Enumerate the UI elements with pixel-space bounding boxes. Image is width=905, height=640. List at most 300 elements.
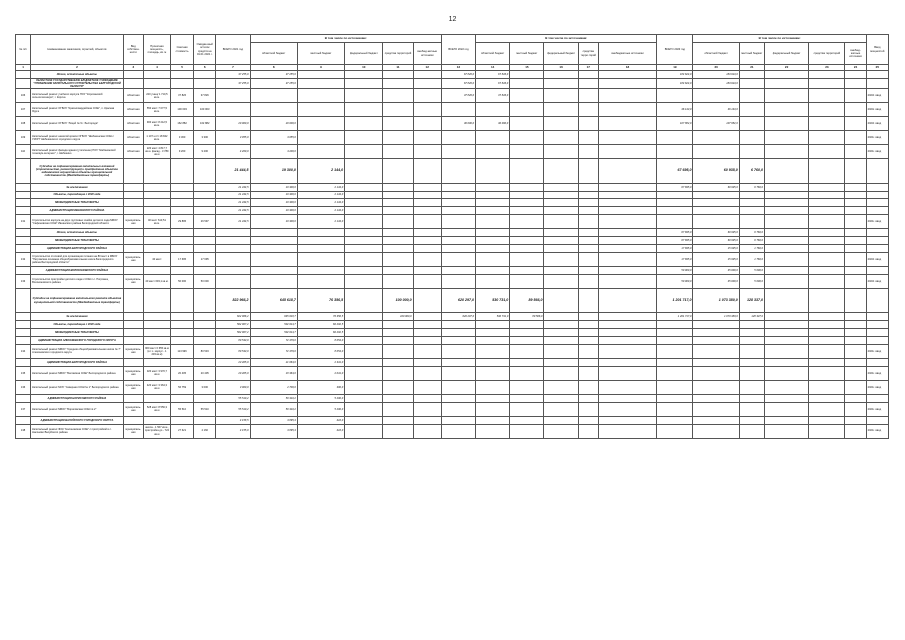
value-cell (764, 321, 808, 329)
value-cell (845, 336, 866, 344)
value-cell (845, 78, 866, 88)
value-cell: 6 760,0 (739, 237, 764, 245)
value-cell (809, 313, 845, 321)
value-cell (578, 329, 598, 337)
value-cell: муниципаль-ная (123, 274, 143, 288)
value-cell (809, 321, 845, 329)
value-cell (578, 394, 598, 402)
value-cell (297, 229, 344, 237)
value-cell (250, 89, 297, 103)
value-cell (598, 366, 656, 380)
value-cell (194, 329, 216, 337)
value-cell: 18 364,0 (250, 366, 297, 380)
value-cell: 67 826,0 (441, 71, 475, 79)
value-cell: 46 143,0 (657, 103, 693, 117)
value-cell: 113 996 (171, 344, 194, 358)
value-cell (413, 394, 441, 402)
value-cell: муниципаль-ная (123, 380, 143, 394)
value-cell (510, 199, 544, 207)
header-name: Наименование заказчиков, отраслей, объектов (31, 35, 124, 65)
value-cell (693, 89, 739, 103)
value-cell (809, 237, 845, 245)
input-year-cell: 2021г. ввод (866, 424, 888, 438)
value-cell: 2 700,0 (250, 380, 297, 394)
value-cell (764, 191, 808, 199)
value-cell (413, 416, 441, 424)
value-cell: 37 255,0 (216, 71, 250, 79)
value-cell (544, 266, 578, 274)
value-cell (809, 145, 845, 159)
value-cell: 72 479,0 (250, 336, 297, 344)
table-row (16, 252, 889, 266)
value-cell (297, 266, 344, 274)
value-cell: 107 882,0 (693, 117, 739, 131)
value-cell (143, 266, 170, 274)
value-cell (123, 394, 143, 402)
value-cell (476, 103, 510, 117)
value-cell (216, 245, 250, 253)
value-cell (441, 215, 475, 229)
input-year-cell (866, 416, 888, 424)
object-name-cell: АДМИНИСТРАЦИЯ АЛЕКСЕЕВСКОГО ГОРОДСКОГО ОКРУГА (31, 336, 124, 344)
row-number-cell: 106 (16, 89, 31, 103)
value-cell (171, 394, 194, 402)
section-row (16, 358, 889, 366)
value-cell (123, 199, 143, 207)
column-number-cell: 19 (657, 65, 693, 71)
value-cell: 67 695,0 (657, 237, 693, 245)
value-cell (441, 191, 475, 199)
value-cell (250, 229, 297, 237)
value-cell (194, 358, 216, 366)
value-cell (809, 207, 845, 215)
value-cell (383, 394, 413, 402)
value-cell (693, 336, 739, 344)
value-cell: 960 мест 6 655 кв.м (в т.ч. корпус - 1 203 кв.м) (143, 344, 170, 358)
value-cell (510, 117, 544, 131)
value-cell: 550 мест 7 077,5 кв.м. (143, 103, 170, 117)
value-cell: 50 000,0 (657, 266, 693, 274)
value-cell: 45 000,0 (693, 274, 739, 288)
value-cell: 20 405 (171, 366, 194, 380)
value-cell (845, 416, 866, 424)
column-number-cell: 7 (216, 65, 250, 71)
value-cell (383, 207, 413, 215)
value-cell (123, 237, 143, 245)
value-cell (578, 402, 598, 416)
value-cell (345, 183, 383, 191)
value-cell (345, 321, 383, 329)
value-cell (809, 416, 845, 424)
row-number-cell (16, 321, 31, 329)
value-cell (345, 313, 383, 321)
value-cell: 67 695,0 (657, 229, 693, 237)
value-cell (413, 402, 441, 416)
value-cell (383, 424, 413, 438)
value-cell (598, 103, 656, 117)
value-cell (578, 358, 598, 366)
header-nonbudget: внебюджетные источники (598, 43, 656, 65)
header-local: местный бюджет (297, 43, 344, 65)
value-cell: 45 000,0 (693, 266, 739, 274)
value-cell (544, 288, 578, 313)
value-cell: областная (123, 145, 143, 159)
value-cell (510, 207, 544, 215)
value-cell: 3 895,4 (250, 424, 297, 438)
value-cell (739, 380, 764, 394)
value-cell (809, 199, 845, 207)
value-cell (476, 215, 510, 229)
value-cell: 8 054,0 (297, 336, 344, 344)
value-cell (764, 266, 808, 274)
value-cell: 21 444,5 (216, 207, 250, 215)
input-year-cell: 2021г. ввод (866, 380, 888, 394)
header-row-no: № п/п (16, 35, 31, 65)
input-year-cell: 2023г. ввод (866, 117, 888, 131)
budget-table (15, 34, 889, 439)
row-number-cell: 110 (16, 145, 31, 159)
value-cell (143, 416, 170, 424)
value-cell (194, 245, 216, 253)
value-cell: 76 356,5 (297, 288, 344, 313)
value-cell (739, 358, 764, 366)
row-number-cell (16, 416, 31, 424)
value-cell (764, 336, 808, 344)
table-body (16, 71, 889, 439)
value-cell (598, 89, 656, 103)
value-cell (143, 71, 170, 79)
value-cell (845, 183, 866, 191)
value-cell (441, 245, 475, 253)
value-cell (194, 237, 216, 245)
value-cell: 23 405,0 (216, 358, 250, 366)
value-cell: областная (123, 103, 143, 117)
value-cell (297, 237, 344, 245)
value-cell (598, 274, 656, 288)
value-cell (657, 416, 693, 424)
value-cell (216, 103, 250, 117)
value-cell (510, 191, 544, 199)
value-cell (739, 344, 764, 358)
value-cell (809, 229, 845, 237)
value-cell: областная (123, 89, 143, 103)
value-cell (578, 380, 598, 394)
value-cell (578, 131, 598, 145)
object-name-cell: Объекты, переходящие с 2020 года (31, 321, 124, 329)
object-name-cell: Строительство столовой для организации питания на 80 мест в МБОУ "Петровская основная общеобразовательная школа Белгородского района Белгородской области" (31, 252, 124, 266)
section-row (16, 394, 889, 402)
value-cell (194, 78, 216, 88)
value-cell (216, 252, 250, 266)
header-nonbudget: внебюд-жетные источники (413, 43, 441, 65)
value-cell: муниципаль-ная (123, 215, 143, 229)
value-cell (441, 103, 475, 117)
table-row (16, 366, 889, 380)
value-cell (250, 245, 297, 253)
value-cell: 46 143,0 (693, 103, 739, 117)
value-cell: 162 882 (194, 117, 216, 131)
value-cell (216, 229, 250, 237)
value-cell (383, 103, 413, 117)
input-year-cell: 2023г. ввод (866, 252, 888, 266)
object-name-cell: Итого, остаточные объекты (31, 229, 124, 237)
object-name-cell: Капитальный ремонт МБОУ "Средняя общеобразовательная школа № 7" Алексеевского городского округа (31, 344, 124, 358)
value-cell (544, 237, 578, 245)
value-cell (383, 274, 413, 288)
value-cell: 37 255,0 (250, 78, 297, 88)
value-cell: 3 895,4 (250, 416, 297, 424)
section-row (16, 329, 889, 337)
value-cell: 3 055,0 (216, 131, 250, 145)
value-cell (413, 215, 441, 229)
input-year-cell (866, 313, 888, 321)
table-row (16, 274, 889, 288)
value-cell (297, 89, 344, 103)
value-cell (171, 229, 194, 237)
input-year-cell (866, 321, 888, 329)
value-cell: 6 760,0 (739, 183, 764, 191)
value-cell (413, 329, 441, 337)
value-cell (578, 313, 598, 321)
value-cell (250, 274, 297, 288)
value-cell (544, 336, 578, 344)
value-cell (845, 380, 866, 394)
value-cell (383, 145, 413, 159)
value-cell (764, 229, 808, 237)
value-cell (123, 416, 143, 424)
value-cell (809, 288, 845, 313)
value-cell (809, 103, 845, 117)
value-cell (657, 394, 693, 402)
row-number-cell (16, 336, 31, 344)
value-cell (345, 78, 383, 88)
value-cell (693, 131, 739, 145)
value-cell (845, 344, 866, 358)
value-cell (578, 159, 598, 184)
value-cell: 4 155,0 (216, 424, 250, 438)
column-number-cell: 8 (250, 65, 297, 71)
value-cell: 37 826,0 (441, 89, 475, 103)
value-cell (510, 402, 544, 416)
value-cell (657, 89, 693, 103)
value-cell (510, 344, 544, 358)
value-cell (250, 266, 297, 274)
value-cell (441, 358, 475, 366)
row-number-cell: 136 (16, 380, 31, 394)
value-cell (383, 329, 413, 337)
value-cell (413, 344, 441, 358)
value-cell (809, 366, 845, 380)
value-cell (657, 131, 693, 145)
value-cell (598, 288, 656, 313)
value-cell (764, 358, 808, 366)
value-cell (657, 191, 693, 199)
value-cell: 5 200,0 (297, 402, 344, 416)
value-cell (809, 252, 845, 266)
table-row (16, 117, 889, 131)
object-name-cell: МЕЖБЮДЖЕТНЫЕ ТРАНСФЕРТЫ (31, 237, 124, 245)
value-cell (739, 321, 764, 329)
value-cell (413, 252, 441, 266)
value-cell: 67 695,0 (657, 183, 693, 191)
value-cell: 17 695,0 (657, 245, 693, 253)
value-cell (383, 78, 413, 88)
value-cell (441, 424, 475, 438)
section-row (16, 191, 889, 199)
value-cell (544, 215, 578, 229)
value-cell (297, 252, 344, 266)
value-cell: 645 618,7 (250, 288, 297, 313)
value-cell (693, 366, 739, 380)
value-cell (171, 199, 194, 207)
value-cell (809, 394, 845, 402)
value-cell (598, 266, 656, 274)
value-cell (123, 207, 143, 215)
section-row (16, 321, 889, 329)
header-sources-2023: В том числе по источникам: (693, 35, 866, 43)
value-cell (510, 89, 544, 103)
column-number-cell: 17 (578, 65, 598, 71)
value-cell (413, 183, 441, 191)
value-cell (578, 237, 598, 245)
section-row (16, 313, 889, 321)
value-cell (845, 358, 866, 366)
value-cell (171, 416, 194, 424)
value-cell (578, 229, 598, 237)
value-cell: 1 201 717,0 (657, 288, 693, 313)
input-year-cell (866, 288, 888, 313)
value-cell (171, 71, 194, 79)
header-expected-balance: Ожидае-мый остаток средств на 01.01 2021 г. (194, 35, 216, 65)
value-cell: 56 759 (171, 380, 194, 394)
value-cell: 17 695,0 (657, 252, 693, 266)
value-cell: 55 510 (194, 402, 216, 416)
value-cell (544, 71, 578, 79)
object-name-cell: Капитальный ремонт учебного корпуса ПОУ "Корочанский сельхозтехникум", г. Короча (31, 89, 124, 103)
value-cell (598, 380, 656, 394)
value-cell (510, 183, 544, 191)
value-cell: 50 000 (171, 274, 194, 288)
value-cell (657, 145, 693, 159)
value-cell (123, 159, 143, 184)
value-cell (123, 191, 143, 199)
value-cell (845, 159, 866, 184)
value-cell (809, 380, 845, 394)
value-cell (476, 402, 510, 416)
value-cell: 620 297,0 (441, 288, 475, 313)
section-row (16, 288, 889, 313)
section-row (16, 199, 889, 207)
value-cell: 30 000,0 (441, 117, 475, 131)
value-cell (578, 71, 598, 79)
value-cell: 822 966,2 (216, 313, 250, 321)
value-cell (345, 424, 383, 438)
value-cell (578, 207, 598, 215)
value-cell (250, 103, 297, 117)
object-name-cell: МЕЖБЮДЖЕТНЫЕ ТРАНСФЕРТЫ (31, 199, 124, 207)
value-cell (345, 344, 383, 358)
value-cell (383, 266, 413, 274)
value-cell (809, 266, 845, 274)
value-cell (845, 199, 866, 207)
value-cell: 128 337,0 (739, 288, 764, 313)
value-cell: 89 566,0 (510, 288, 544, 313)
value-cell: 19 300,0 (250, 159, 297, 184)
value-cell (171, 78, 194, 88)
value-cell (544, 117, 578, 131)
object-name-cell: За исключением (31, 183, 124, 191)
value-cell (544, 199, 578, 207)
value-cell (693, 380, 739, 394)
column-number-cell: 20 (693, 65, 739, 71)
value-cell: 162 882 (171, 117, 194, 131)
header-sources-2022: В том числе по источникам: (476, 35, 657, 43)
value-cell (739, 215, 764, 229)
value-cell (476, 321, 510, 329)
value-cell (143, 358, 170, 366)
value-cell (216, 266, 250, 274)
value-cell (739, 145, 764, 159)
value-cell: 26 597 (194, 215, 216, 229)
input-year-cell: 2021г. ввод (866, 145, 888, 159)
value-cell (544, 274, 578, 288)
table-row (16, 215, 889, 229)
object-name-cell: Капитальный ремонт ОГБОУ "Лицей № 9 г. Белгорода" (31, 117, 124, 131)
column-number-cell: 24 (845, 65, 866, 71)
value-cell (764, 245, 808, 253)
value-cell (598, 78, 656, 88)
value-cell (598, 237, 656, 245)
input-year-cell (866, 78, 888, 88)
object-name-cell: Объекты, переходящие с 2020 года (31, 191, 124, 199)
value-cell (413, 71, 441, 79)
header-nonbudget: внебюд-жетные источники (845, 43, 866, 65)
value-cell: 220 мест 4 817,7 кв.м. фасад - 3 789 кв.м (143, 145, 170, 159)
value-cell (764, 131, 808, 145)
value-cell (194, 266, 216, 274)
value-cell (657, 336, 693, 344)
value-cell (598, 416, 656, 424)
value-cell (413, 366, 441, 380)
value-cell: 320 мест 3 970,7 кв.м (143, 366, 170, 380)
value-cell: 29 895 (171, 215, 194, 229)
value-cell: 37 255,0 (250, 71, 297, 79)
column-number-cell: 16 (544, 65, 578, 71)
value-cell: 3 300 (171, 131, 194, 145)
column-number-cell: 22 (764, 65, 808, 71)
value-cell (510, 215, 544, 229)
value-cell (194, 183, 216, 191)
value-cell (345, 266, 383, 274)
object-name-cell: Капитальный ремонт ФОК "Насоновская СОШ" с пристройкой в с. Насоново Валуйского района (31, 424, 124, 438)
row-number-cell: 135 (16, 366, 31, 380)
value-cell (598, 313, 656, 321)
value-cell (693, 344, 739, 358)
value-cell (544, 252, 578, 266)
value-cell (544, 344, 578, 358)
value-cell (510, 380, 544, 394)
value-cell: 30 000,0 (476, 117, 510, 131)
value-cell: 21 444,5 (216, 199, 250, 207)
row-number-cell: 133 (16, 274, 31, 288)
value-cell (510, 237, 544, 245)
value-cell (441, 145, 475, 159)
row-number-cell (16, 199, 31, 207)
value-cell (764, 159, 808, 184)
value-cell (143, 313, 170, 321)
value-cell: 2 341,0 (297, 358, 344, 366)
value-cell (297, 78, 344, 88)
